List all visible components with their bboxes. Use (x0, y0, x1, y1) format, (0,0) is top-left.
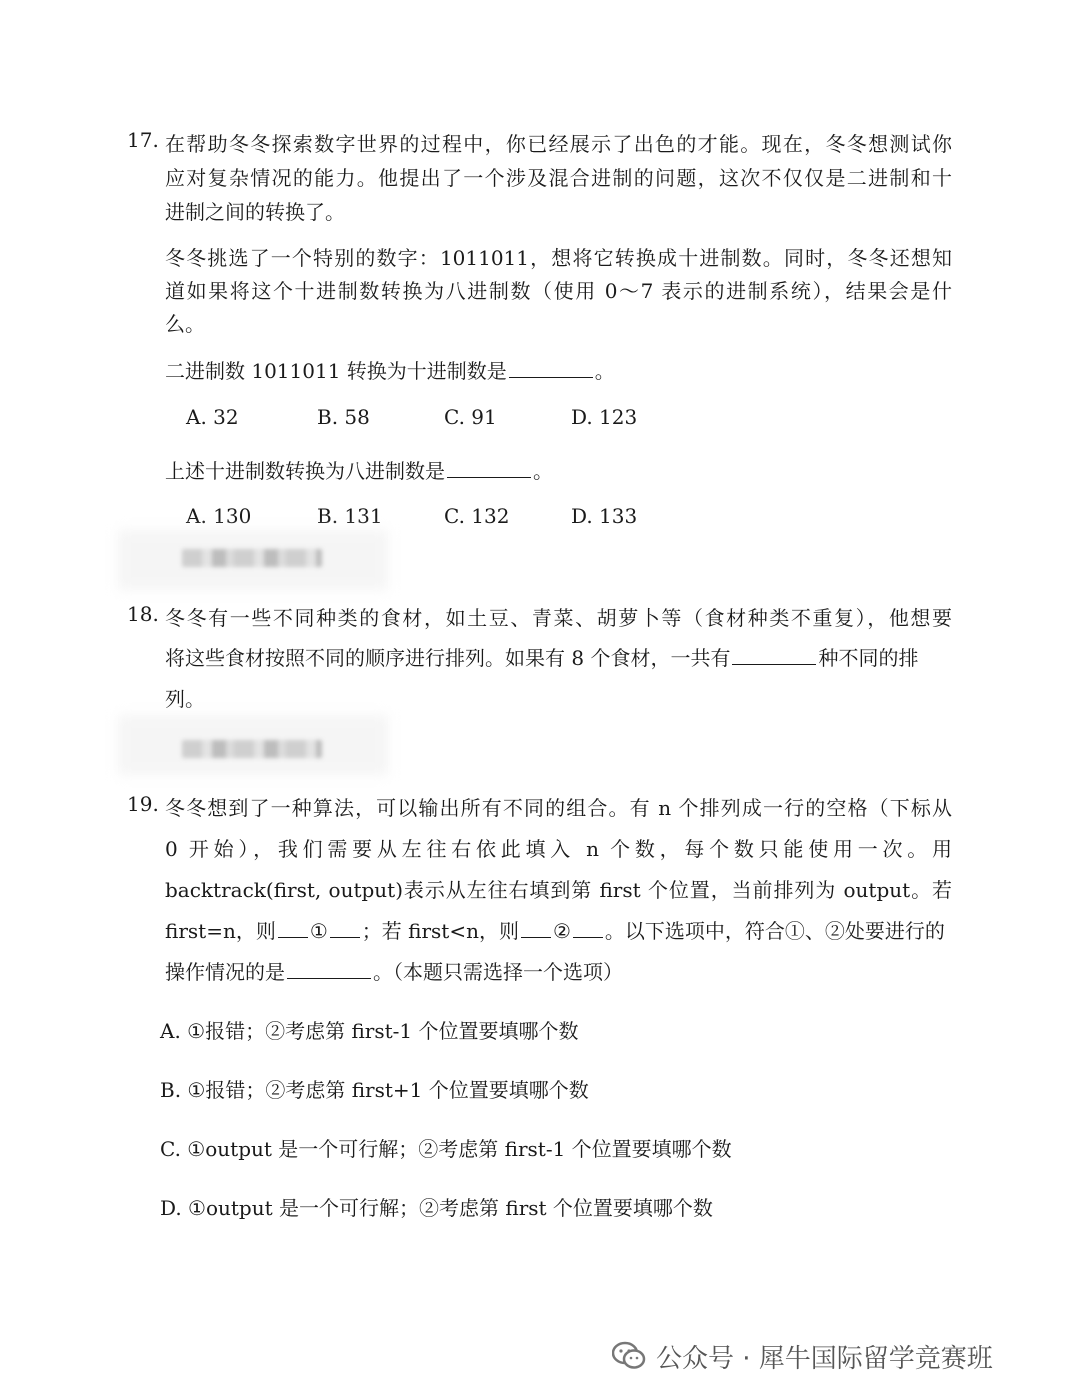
q17-sub2-option-b: B. 131 (317, 504, 383, 528)
answer-blank (278, 919, 308, 938)
q19-line4-start: first=n，则 (165, 919, 276, 943)
q17-sub2-option-a: A. 130 (186, 504, 252, 528)
q17-paragraph1-line3: 进制之间的转换了。 (165, 200, 345, 224)
question-17-number: 17. (127, 128, 159, 152)
blank-marker-2: ② (552, 919, 571, 943)
question-19-number: 19. (127, 792, 159, 816)
q19-line3: backtrack(first, output)表示从左往右填到第 first 个位置，当前排列为 output。若 (165, 878, 952, 902)
q17-sub2-end: 。 (533, 459, 553, 483)
q17-paragraph1-line2: 应对复杂情况的能力。他提出了一个涉及混合进制的问题，这次不仅仅是二进制和十 (165, 166, 952, 190)
q19-line1: 冬冬想到了一种算法，可以输出所有不同的组合。有 n 个排列成一行的空格（下标从 (165, 796, 952, 820)
q18-line3: 列。 (165, 687, 205, 711)
q17-sub1-option-a: A. 32 (186, 405, 239, 429)
q17-paragraph2-line1: 冬冬挑选了一个特别的数字：1011011，想将它转换成十进制数。同时，冬冬还想知 (165, 246, 952, 270)
q17-subquestion-2 (165, 455, 553, 484)
blank-marker-1: ① (309, 919, 328, 943)
q17-sub1-option-c: C. 91 (444, 405, 497, 429)
q19-line4-middle: ；若 first<n，则 (361, 919, 519, 943)
q19-line2: 0 开始），我们需要从左往右依此填入 n 个数，每个数只能使用一次。用 (165, 837, 952, 861)
redacted-answer (182, 740, 322, 758)
q17-sub1-option-d: D. 123 (571, 405, 638, 429)
q19-line5-text: 操作情况的是 (165, 960, 285, 984)
q17-sub2-text: 上述十进制数转换为八进制数是 (165, 459, 445, 483)
q19-line5-end: 。（本题只需选择一个选项） (373, 960, 623, 984)
q18-line1: 冬冬有一些不同种类的食材，如土豆、青菜、胡萝卜等（食材种类不重复），他想要 (165, 606, 952, 630)
q17-paragraph2-line3: 么。 (165, 312, 205, 336)
q18-line2-text: 将这些食材按照不同的顺序进行排列。如果有 8 个食材，一共有 (165, 646, 731, 670)
q17-paragraph2-line2: 道如果将这个十进制数转换为八进制数（使用 0～7 表示的进制系统），结果会是什 (165, 279, 952, 303)
q19-option-b: B. ①报错；②考虑第 first+1 个位置要填哪个数 (160, 1078, 589, 1102)
answer-blank (330, 919, 360, 938)
wechat-icon (612, 1341, 646, 1378)
answer-blank (447, 459, 531, 478)
redacted-answer (182, 549, 322, 567)
q19-option-c: C. ①output 是一个可行解；②考虑第 first-1 个位置要填哪个数 (160, 1137, 732, 1161)
q17-sub1-end: 。 (594, 359, 615, 383)
footer-text: 公众号 · 犀牛国际留学竞赛班 (656, 1344, 993, 1374)
q19-line5 (165, 956, 623, 985)
q17-sub2-option-c: C. 132 (444, 504, 510, 528)
q17-subquestion-1 (165, 355, 615, 384)
answer-blank (509, 359, 593, 378)
q18-line2 (165, 642, 918, 671)
answer-blank (732, 646, 816, 665)
answer-blank (287, 960, 371, 979)
answer-blank (521, 919, 551, 938)
q19-option-d: D. ①output 是一个可行解；②考虑第 first 个位置要填哪个数 (160, 1196, 713, 1220)
q19-line4 (165, 915, 945, 944)
q17-paragraph1-line1: 在帮助冬冬探索数字世界的过程中，你已经展示了出色的才能。现在，冬冬想测试你 (165, 132, 952, 156)
q17-sub1-option-b: B. 58 (317, 405, 370, 429)
q18-line2-end: 种不同的排 (818, 646, 919, 670)
q17-sub2-option-d: D. 133 (571, 504, 638, 528)
q19-option-a: A. ①报错；②考虑第 first-1 个位置要填哪个数 (160, 1019, 579, 1043)
q17-sub1-text: 二进制数 1011011 转换为十进制数是 (165, 359, 507, 383)
question-18-number: 18. (127, 602, 159, 626)
q19-line4-end: 。以下选项中，符合①、②处要进行的 (604, 919, 945, 943)
wechat-footer (612, 1338, 993, 1378)
answer-blank (573, 919, 603, 938)
